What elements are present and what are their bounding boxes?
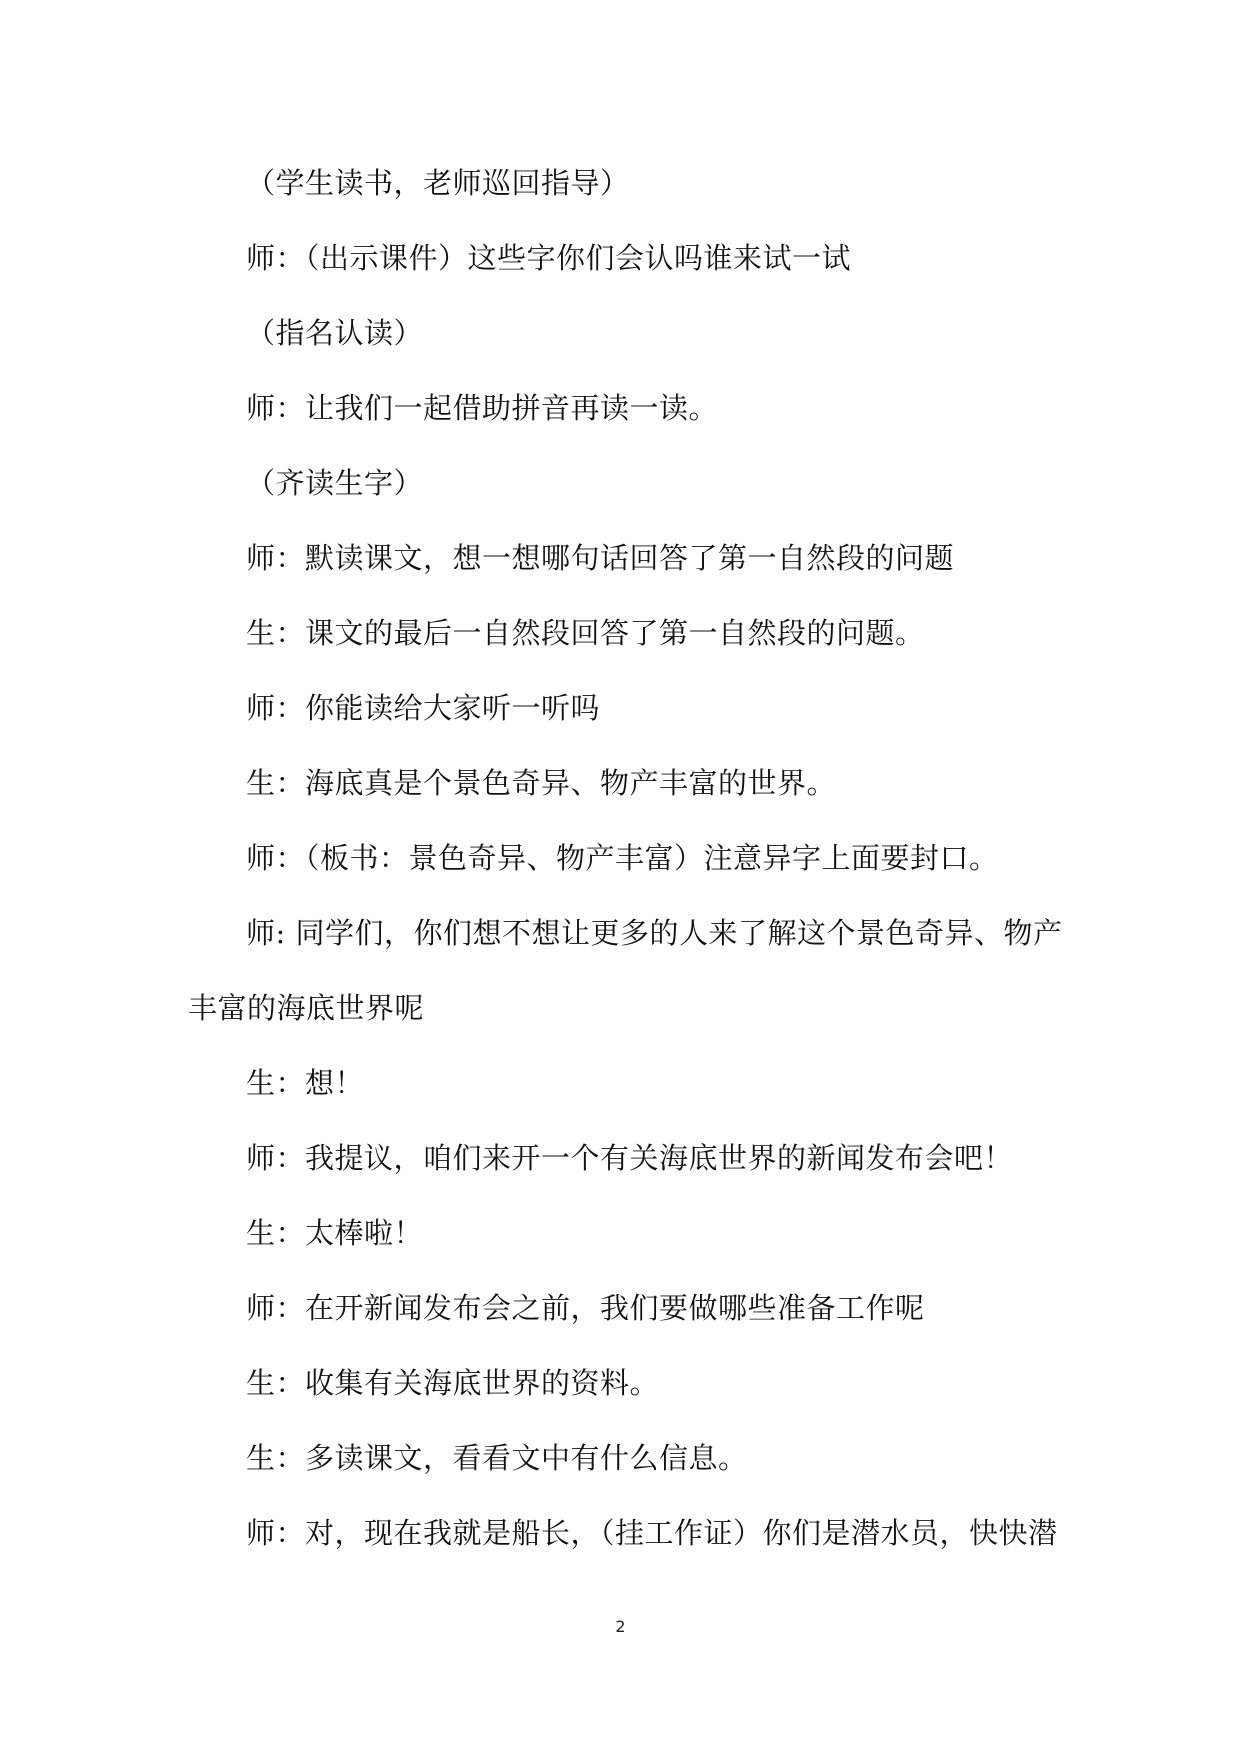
- paragraph: 生：收集有关海底世界的资料。: [246, 1366, 660, 1400]
- paragraph: 师：（出示课件）这些字你们会认吗谁来试一试: [246, 241, 852, 275]
- paragraph: 师：让我们一起借助拼音再读一读。: [246, 391, 719, 425]
- paragraph: 师：你能读给大家听一听吗: [246, 691, 601, 725]
- paragraph: 师: 同学们，你们想不想让更多的人来了解这个景色奇异、物产丰富的海底世界呢: [188, 916, 1063, 1025]
- paragraph: 师：我提议，咱们来开一个有关海底世界的新闻发布会吧！: [246, 1141, 1014, 1175]
- page-number: 2: [615, 1617, 626, 1636]
- paragraph: 生：太棒啦！: [246, 1216, 424, 1250]
- paragraph: 师：默读课文，想一想哪句话回答了第一自然段的问题: [246, 541, 955, 575]
- paragraph: （学生读书，老师巡回指导）: [246, 166, 630, 200]
- paragraph: 生：多读课文，看看文中有什么信息。: [246, 1441, 748, 1475]
- paragraph: 生：想！: [246, 1066, 365, 1100]
- paragraph: 师：（板书：景色奇异、物产丰富）注意异字上面要封口。: [246, 841, 999, 875]
- paragraph: 生：课文的最后一自然段回答了第一自然段的问题。: [246, 616, 925, 650]
- paragraph: （齐读生字）: [246, 466, 424, 500]
- paragraph: 师：在开新闻发布会之前，我们要做哪些准备工作呢: [246, 1291, 925, 1325]
- paragraph: （指名认读）: [246, 316, 424, 350]
- document-body: [188, 146, 1068, 1571]
- paragraph: 师：对，现在我就是船长，（挂工作证）你们是潜水员，快快潜: [246, 1516, 1058, 1550]
- paragraph: 生：海底真是个景色奇异、物产丰富的世界。: [246, 766, 837, 800]
